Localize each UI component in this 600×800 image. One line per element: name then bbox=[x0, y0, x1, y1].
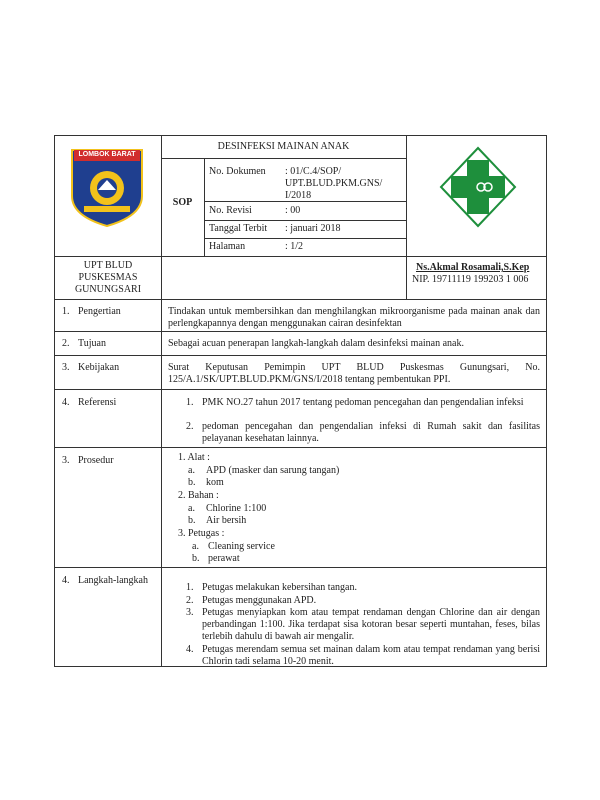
list-item: Petugas menyiapkan kom atau tempat rendaman dengan Chlorine dan air dengan perbandingan 1:100. Jika terdapat sisa kotoran besar seperti muntahan, feses, bilas terlebih dahulu di bawah air mengalir. bbox=[202, 607, 540, 642]
list-item: perawat bbox=[208, 553, 240, 564]
list-marker: 3. bbox=[186, 607, 194, 618]
list-marker: a. bbox=[192, 541, 199, 552]
border bbox=[54, 355, 547, 356]
list-item: Air bersih bbox=[206, 515, 247, 526]
list-marker: b. bbox=[192, 553, 200, 564]
revision-label: No. Revisi bbox=[209, 205, 252, 216]
section-number: 1. bbox=[62, 306, 70, 317]
list-item: Cleaning service bbox=[208, 541, 275, 552]
section-label: Langkah-langkah bbox=[78, 575, 148, 586]
date-value: : januari 2018 bbox=[285, 223, 341, 234]
list-item: Chlorine 1:100 bbox=[206, 503, 267, 514]
list-item: Petugas menggunakan APD. bbox=[202, 595, 317, 606]
border bbox=[204, 220, 406, 221]
list-item: pedoman pencegahan dan pengendalian infeksi di Rumah sakit dan fasilitas pelayanan kesehatan lainnya. bbox=[202, 421, 540, 444]
page-value: : 1/2 bbox=[285, 241, 304, 252]
section-label: Pengertian bbox=[78, 306, 121, 317]
list-item: APD (masker dan sarung tangan) bbox=[206, 465, 340, 476]
section-text: Sebagai acuan penerapan langkah-langkah dalam desinfeksi mainan anak. bbox=[168, 338, 464, 349]
signer-name: Ns.Akmal Rosamali,S.Kep bbox=[416, 262, 530, 273]
page-label: Halaman bbox=[209, 241, 246, 252]
border bbox=[546, 135, 547, 666]
list-marker: 4. bbox=[186, 644, 194, 655]
list-item: kom bbox=[206, 477, 224, 488]
section-number: 4. bbox=[62, 575, 70, 586]
section-label: Referensi bbox=[78, 397, 117, 408]
section-number: 4. bbox=[62, 397, 70, 408]
date-label: Tanggal Terbit bbox=[209, 223, 268, 234]
section-text: Tindakan untuk membersihkan dan menghilangkan mikroorganisme pada mainan anak dan perlengkapannya dengan menggunakan cairan desinfektan bbox=[168, 306, 540, 329]
org-name: UPT BLUD PUSKESMAS GUNUNGSARI bbox=[74, 260, 142, 295]
revision-value: : 00 bbox=[285, 205, 301, 216]
border bbox=[54, 299, 547, 300]
section-label: Kebijakan bbox=[78, 362, 120, 373]
list-item: PMK NO.27 tahun 2017 tentang pedoman pencegahan dan pengendalian infeksi bbox=[202, 397, 524, 408]
list-item: Petugas merendam semua set mainan dalam kom atau tempat rendaman yang berisi Chlorin tadi selama 10-20 menit. bbox=[202, 644, 540, 667]
border bbox=[54, 567, 547, 568]
border bbox=[161, 158, 406, 159]
border bbox=[204, 238, 406, 239]
list-marker: 2. bbox=[186, 595, 194, 606]
border bbox=[204, 158, 205, 256]
section-number: 3. bbox=[62, 455, 70, 466]
border bbox=[161, 135, 162, 666]
sop-label: SOP bbox=[172, 197, 193, 208]
doc-no-label: No. Dokumen bbox=[209, 166, 266, 177]
health-cross-logo bbox=[437, 146, 519, 228]
list-marker: b. bbox=[188, 477, 196, 488]
list-heading: 2. Bahan : bbox=[178, 490, 219, 501]
list-item: Petugas melakukan kebersihan tangan. bbox=[202, 582, 357, 593]
list-heading: 3. Petugas : bbox=[178, 528, 225, 539]
list-marker: 2. bbox=[186, 421, 194, 432]
list-marker: a. bbox=[188, 503, 195, 514]
border bbox=[54, 331, 547, 332]
signer-nip: NIP. 19711119 199203 1 006 bbox=[412, 274, 529, 285]
list-marker: 1. bbox=[186, 397, 194, 408]
border bbox=[54, 256, 547, 257]
list-heading: 1. Alat : bbox=[178, 452, 210, 463]
section-number: 3. bbox=[62, 362, 70, 373]
border bbox=[54, 135, 55, 666]
section-label: Tujuan bbox=[78, 338, 106, 349]
border bbox=[54, 447, 547, 448]
list-marker: a. bbox=[188, 465, 195, 476]
section-number: 2. bbox=[62, 338, 70, 349]
list-marker: 1. bbox=[186, 582, 194, 593]
border bbox=[406, 135, 407, 299]
section-text: Surat Keputusan Pemimpin UPT BLUD Puskesmas Gunungsari, No. 125/A.1/SK/UPT.BLUD.PKM/GNS/I/2018 tentang pembentukan PPI. bbox=[168, 362, 540, 385]
border bbox=[54, 135, 547, 136]
logo-text: LOMBOK BARAT bbox=[78, 151, 136, 158]
doc-no-value: : 01/C.4/SOP/ UPT.BLUD.PKM.GNS/ I/2018 bbox=[285, 166, 383, 201]
border bbox=[54, 389, 547, 390]
document-title: DESINFEKSI MAINAN ANAK bbox=[217, 141, 350, 152]
section-label: Prosedur bbox=[78, 455, 114, 466]
list-marker: b. bbox=[188, 515, 196, 526]
